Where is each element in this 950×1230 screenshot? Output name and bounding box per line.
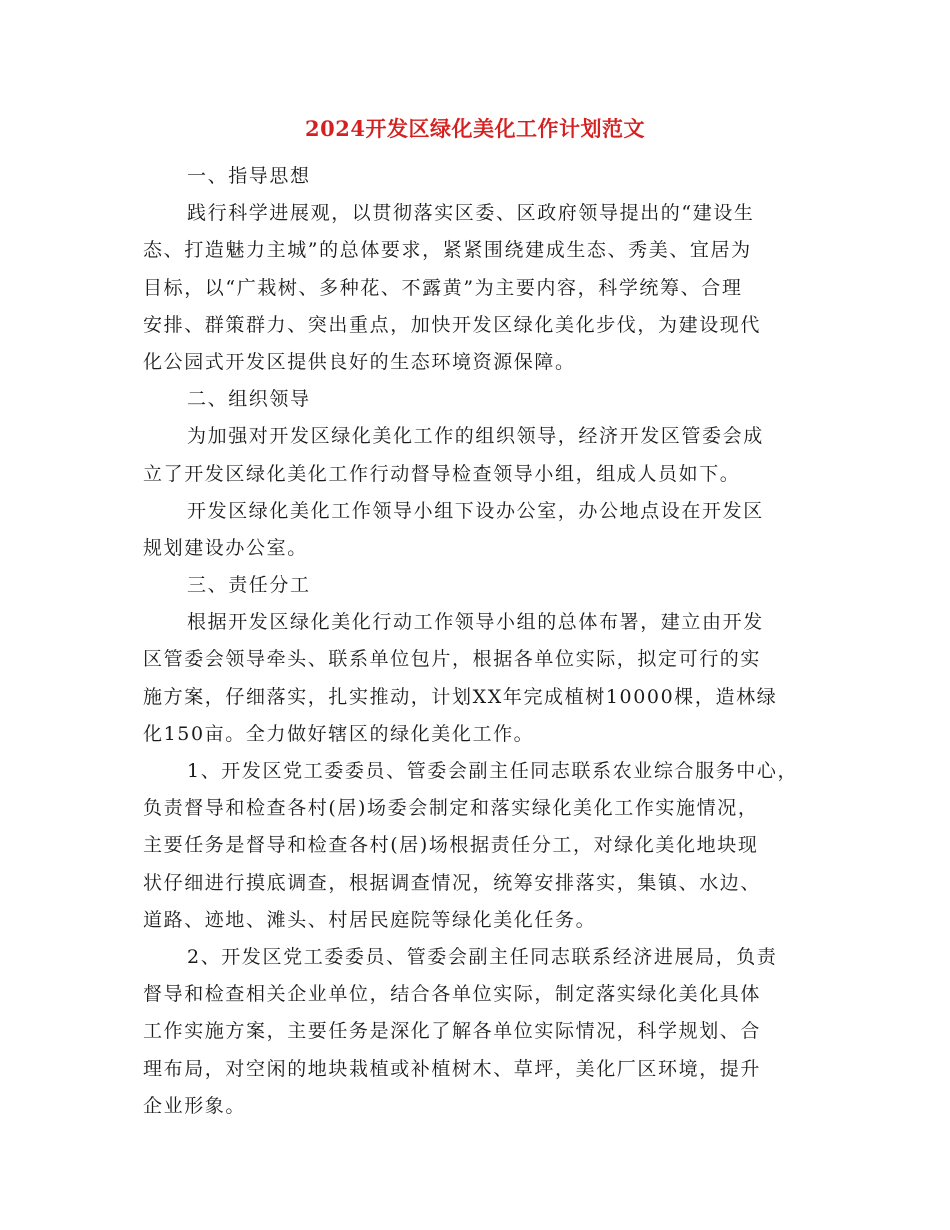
text-line: 1、开发区党工委委员、管委会副主任同志联系农业综合服务中心， (187, 760, 799, 782)
text-line: 道路、迹地、滩头、村居民庭院等绿化美化任务。 (143, 908, 597, 931)
document-title: 2024开发区绿化美化工作计划范文 (305, 116, 645, 141)
text-line: 立了开发区绿化美化工作行动督导检查领导小组，组成人员如下。 (143, 462, 741, 485)
text-line: 督导和检查相关企业单位，结合各单位实际，制定落实绿化美化具体 (143, 983, 762, 1006)
text-line: 区管委会领导牵头、联系单位包片，根据各单位实际，拟定可行的实 (143, 648, 762, 671)
text-line: 企业形象。 (143, 1094, 247, 1117)
text-line: 主要任务是督导和检查各村(居)场根据责任分工，对绿化美化地块现 (143, 834, 759, 857)
document-body (143, 158, 815, 1125)
text-line: 根据开发区绿化美化行动工作领导小组的总体布署，建立由开发 (187, 611, 764, 634)
text-line: 2、开发区党工委委员、管委会副主任同志联系经济进展局，负责 (187, 945, 778, 968)
text-line: 安排、群策群力、突出重点，加快开发区绿化美化步伐，为建设现代 (143, 313, 762, 336)
text-line: 为加强对开发区绿化美化工作的组织领导，经济开发区管委会成 (187, 425, 764, 448)
text-line: 开发区绿化美化工作领导小组下设办公室，办公地点设在开发区 (187, 499, 764, 522)
text-line: 负责督导和检查各村(居)场委会制定和落实绿化美化工作实施情况， (143, 797, 759, 820)
text-line: 规划建设办公室。 (143, 536, 308, 559)
text-line: 一、指导思想 (187, 165, 311, 187)
text-line: 状仔细进行摸底调查，根据调查情况，统筹安排落实，集镇、水边、 (143, 871, 762, 894)
text-line: 施方案，仔细落实，扎实推动，计划XX年完成植树10000棵，造林绿 (143, 685, 778, 708)
text-line: 践行科学进展观，以贯彻落实区委、区政府领导提出的“建设生 (187, 202, 755, 225)
text-line: 态、打造魅力主城”的总体要求，紧紧围绕建成生态、秀美、宜居为 (143, 239, 752, 262)
text-line: 化150亩。全力做好辖区的绿化美化工作。 (143, 722, 535, 745)
text-line: 三、责任分工 (187, 574, 311, 597)
text-line: 化公园式开发区提供良好的生态环境资源保障。 (143, 350, 576, 373)
text-line: 二、组织领导 (187, 388, 311, 411)
text-line: 理布局，对空闲的地块栽植或补植树木、草坪，美化厂区环境，提升 (143, 1057, 762, 1080)
text-line: 工作实施方案，主要任务是深化了解各单位实际情况，科学规划、合 (143, 1020, 762, 1043)
text-line: 目标，以“广栽树、多种花、不露黄”为主要内容，科学统筹、合理 (143, 276, 743, 299)
